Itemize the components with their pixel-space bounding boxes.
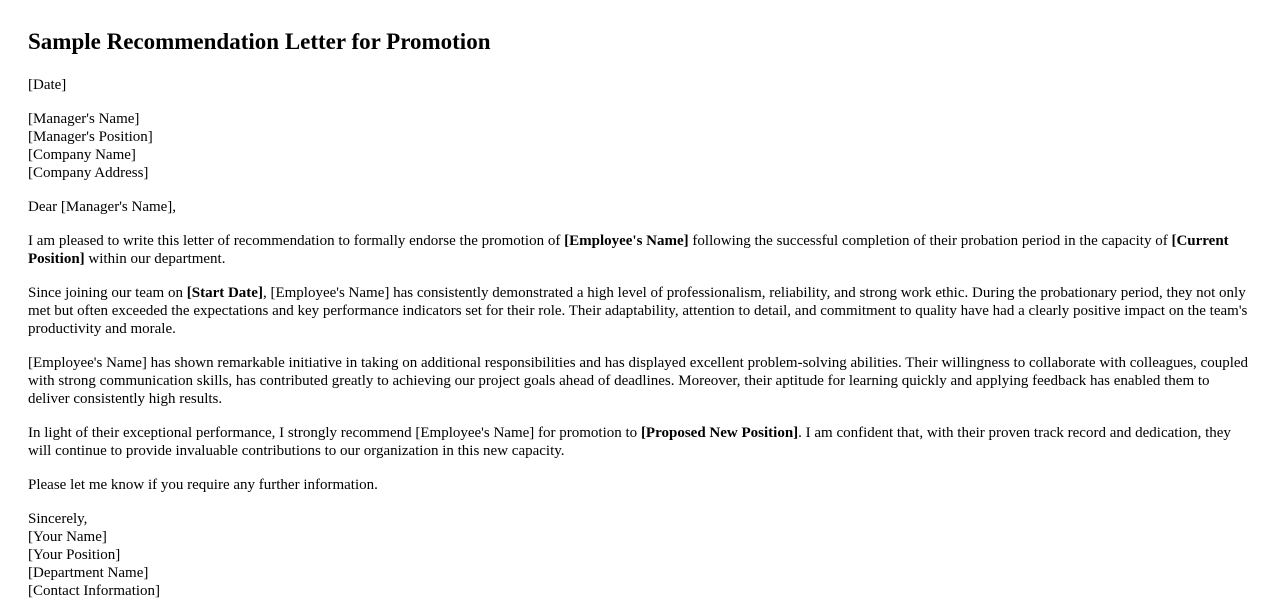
recipient-address: [Company Address] [28, 165, 149, 181]
recipient-company: [Company Name] [28, 147, 136, 163]
salutation: Dear [Manager's Name], [28, 199, 177, 215]
proposed-position-placeholder: [Proposed New Position] [640, 425, 799, 441]
recipient-block [28, 110, 1250, 182]
paragraph-initiative: [Employee's Name] has shown remarkable initiative in taking on additional responsibilities and has displayed excellent problem-solving abilities. Their willingness to collaborate with colleagues, coupled with strong communication skills, has contributed greatly to achieving our project goals ahead of deadlines. Moreover, their aptitude for learning quickly and applying feedback has enabled them to deliver consistently high results. [28, 355, 1249, 407]
paragraph-further-info: Please let me know if you require any further information. [28, 477, 378, 493]
recipient-name: [Manager's Name] [28, 111, 140, 127]
letter-title: Sample Recommendation Letter for Promotion [28, 29, 491, 54]
paragraph-text: following the successful completion of their probation period in the capacity of [688, 233, 1172, 249]
paragraph-text: In light of their exceptional performance, I strongly recommend [Employee's Name] for promotion to [28, 425, 641, 441]
recipient-position: [Manager's Position] [28, 129, 153, 145]
current-position-placeholder: [Current Position] [28, 233, 1229, 267]
employee-name-placeholder: [Employee's Name] [564, 233, 689, 249]
signer-department: [Department Name] [28, 565, 149, 581]
letter-date: [Date] [28, 77, 67, 93]
paragraph-text: within our department. [84, 251, 226, 267]
signer-contact: [Contact Information] [28, 583, 161, 599]
signer-name: [Your Name] [28, 529, 107, 545]
closing-block [28, 510, 1250, 600]
paragraph-endorsement [28, 232, 1250, 268]
paragraph-text: , [Employee's Name] has consistently demonstrated a high level of professionalism, reliability, and strong work ethic. During the probationary period, they not only met but often exceeded the expectations and key performance indicators set for their role. Their adaptability, attention to detail, and commitment to quality have had a clearly positive impact on the team's productivity and morale. [28, 285, 1248, 337]
paragraph-recommendation [28, 424, 1250, 460]
start-date-placeholder: [Start Date] [186, 285, 263, 301]
signer-position: [Your Position] [28, 547, 121, 563]
paragraph-text: Since joining our team on [28, 285, 187, 301]
paragraph-text: I am pleased to write this letter of recommendation to formally endorse the promotion of [28, 233, 565, 249]
paragraph-performance [28, 284, 1250, 338]
paragraph-text: . I am confident that, with their proven track record and dedication, they will continue to provide invaluable contributions to our organization in this new capacity. [28, 425, 1231, 459]
sign-off: Sincerely, [28, 511, 88, 527]
